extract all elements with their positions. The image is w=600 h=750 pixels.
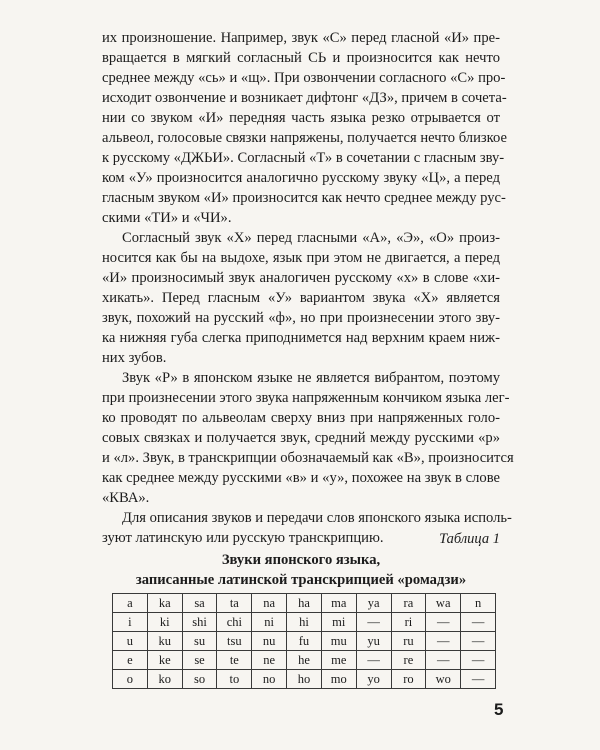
table-cell: i <box>113 613 148 632</box>
paragraph-line: Для описания звуков и передачи слов японского языка исполь- <box>122 510 512 526</box>
table-cell: ku <box>147 632 182 651</box>
table-title-line-2: записанные латинской транскрипцией «ромадзи» <box>135 572 467 588</box>
table-cell: wa <box>426 594 461 613</box>
table-cell: na <box>252 594 287 613</box>
table-cell: nu <box>252 632 287 651</box>
table-cell: su <box>182 632 217 651</box>
table-cell: ne <box>252 651 287 670</box>
table-cell: ka <box>147 594 182 613</box>
paragraph-line: ком «У» произносится аналогично русскому звуку «Ц», а перед <box>102 170 500 186</box>
paragraph-line: гласным звуком «И» произносится как нечто среднее между рус- <box>102 190 506 206</box>
table-cell: to <box>217 670 252 689</box>
table-cell: ra <box>391 594 426 613</box>
table-cell: ni <box>252 613 287 632</box>
table-cell: mu <box>321 632 356 651</box>
table-cell: — <box>426 632 461 651</box>
paragraph-line: «И» произносимый звук аналогичен русскому «х» в слове «хи- <box>102 270 500 286</box>
table-cell: te <box>217 651 252 670</box>
table-row <box>113 632 496 651</box>
table-cell: ya <box>356 594 391 613</box>
paragraph-line: их произношение. Например, звук «С» перед гласной «И» пре- <box>102 30 500 46</box>
table-cell: se <box>182 651 217 670</box>
paragraph-line: при произнесении этого звука напряженным кончиком языка лег- <box>102 390 510 406</box>
table-cell: ru <box>391 632 426 651</box>
table-cell: — <box>356 613 391 632</box>
body-text <box>102 28 514 548</box>
table-cell: shi <box>182 613 217 632</box>
paragraph-line: Согласный звук «Х» перед гласными «А», «Э», «О» произ- <box>122 230 500 246</box>
table-title-line-1: Звуки японского языка, <box>221 552 381 568</box>
table-cell: he <box>287 651 322 670</box>
paragraph-line: ко проводят по альвеолам сверху вниз при напряженных голо- <box>102 410 500 426</box>
paragraph-line: Звук «Р» в японском языке не является вибрантом, поэтому <box>122 370 500 386</box>
table-cell: — <box>461 651 496 670</box>
romaji-table-body <box>113 594 496 689</box>
table-cell: ki <box>147 613 182 632</box>
table-cell: — <box>356 651 391 670</box>
table-cell: u <box>113 632 148 651</box>
table-cell: ma <box>321 594 356 613</box>
paragraph-line: нии со звуком «И» передняя часть языка резко отрывается от <box>102 110 500 126</box>
table-label: Таблица 1 <box>439 531 500 547</box>
paragraph-line: и «л». Звук, в транскрипции обозначаемый как «В», произносится <box>102 450 514 466</box>
table-cell: — <box>461 670 496 689</box>
table-cell: me <box>321 651 356 670</box>
romaji-table <box>112 593 496 689</box>
table-cell: — <box>461 613 496 632</box>
table-cell: sa <box>182 594 217 613</box>
table-cell: fu <box>287 632 322 651</box>
table-row <box>113 613 496 632</box>
paragraph-line: среднее между «сь» и «щ». При озвончении согласного «С» про- <box>102 70 506 86</box>
page-number: 5 <box>494 700 504 719</box>
paragraph-line: зуют латинскую или русскую транскрипцию. <box>102 530 384 546</box>
table-cell: ke <box>147 651 182 670</box>
table-cell: ro <box>391 670 426 689</box>
table-cell: mo <box>321 670 356 689</box>
table-row <box>113 594 496 613</box>
table-cell: tsu <box>217 632 252 651</box>
table-cell: mi <box>321 613 356 632</box>
table-cell: a <box>113 594 148 613</box>
table-cell: ha <box>287 594 322 613</box>
paragraph-line: исходит озвончение и возникает дифтонг «ДЗ», причем в сочета- <box>102 90 507 106</box>
table-cell: ri <box>391 613 426 632</box>
paragraph-line: носится как бы на выдохе, язык при этом не двигается, а перед <box>102 250 500 266</box>
table-cell: wo <box>426 670 461 689</box>
paragraph-line: них зубов. <box>102 350 167 366</box>
table-cell: re <box>391 651 426 670</box>
table-cell: hi <box>287 613 322 632</box>
table-cell: ho <box>287 670 322 689</box>
table-row <box>113 670 496 689</box>
table-cell: ta <box>217 594 252 613</box>
table-cell: yu <box>356 632 391 651</box>
paragraph-line: звук, похожий на русский «ф», но при произнесении этого зву- <box>102 310 500 326</box>
paragraph-line: «КВА». <box>102 490 150 506</box>
table-cell: yo <box>356 670 391 689</box>
paragraph-line: скими «ТИ» и «ЧИ». <box>102 210 232 226</box>
paragraph-line: совых связках и получается звук, средний между русскими «р» <box>102 430 500 446</box>
table-title <box>102 550 500 590</box>
table-cell: — <box>461 632 496 651</box>
table-cell: so <box>182 670 217 689</box>
table-cell: — <box>426 651 461 670</box>
table-cell: chi <box>217 613 252 632</box>
paragraph-line: как среднее между русскими «в» и «у», похожее на звук в слове <box>102 470 500 486</box>
table-cell: ko <box>147 670 182 689</box>
table-row <box>113 651 496 670</box>
paragraph-line: альвеол, голосовые связки напряжены, получается нечто близкое <box>102 130 507 146</box>
table-cell: o <box>113 670 148 689</box>
paragraph-line: к русскому «ДЖЬИ». Согласный «Т» в сочетании с гласным зву- <box>102 150 505 166</box>
table-cell: n <box>461 594 496 613</box>
table-cell: — <box>426 613 461 632</box>
table-cell: e <box>113 651 148 670</box>
paragraph-line: хикать». Перед гласным «У» вариантом звука «Х» является <box>102 290 500 306</box>
paragraph-line: вращается в мягкий согласный СЬ и произносится как нечто <box>102 50 500 66</box>
paragraph-line: ка нижняя губа слегка приподнимется над верхним краем ниж- <box>102 330 500 346</box>
table-cell: no <box>252 670 287 689</box>
